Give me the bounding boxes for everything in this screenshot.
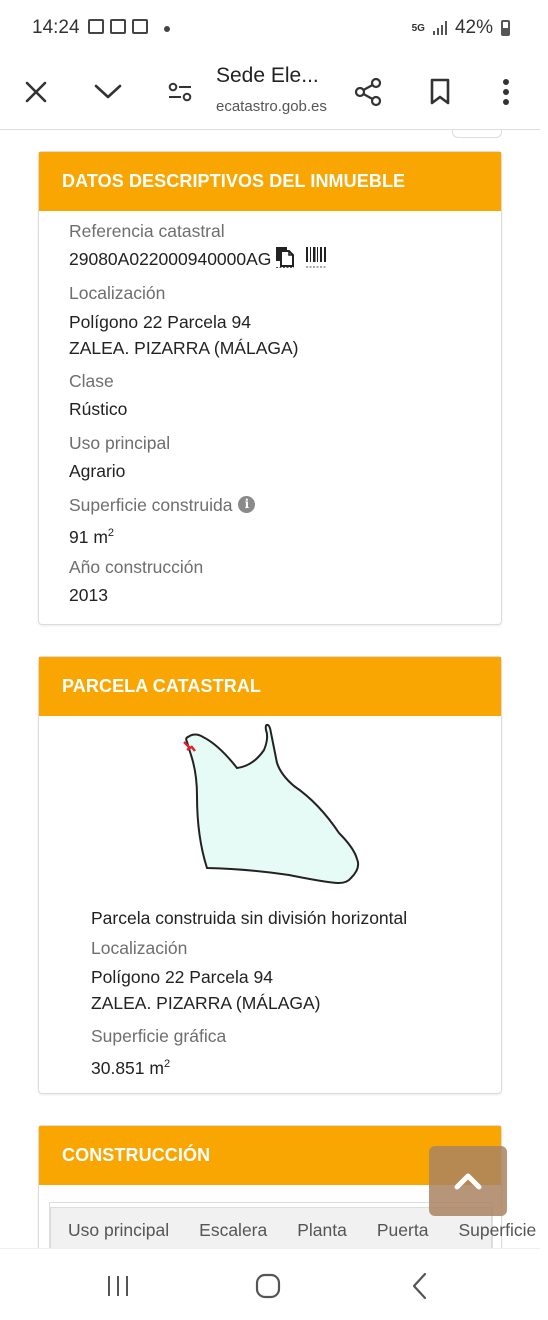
close-icon [24, 80, 48, 104]
localizacion-label: Localización [69, 283, 166, 303]
alert-icon [132, 19, 148, 34]
parcela-localizacion-line1: Polígono 22 Parcela 94 [91, 967, 273, 987]
parcela-tipo: Parcela construida sin división horizontal [91, 908, 408, 928]
back-button[interactable] [400, 1271, 440, 1301]
barcode-icon [305, 246, 327, 268]
parcel-map[interactable] [179, 723, 369, 893]
datos-descriptivos-card [38, 151, 502, 625]
column-header: Puerta [376, 1219, 429, 1240]
card-header: CONSTRUCCIÓN [39, 1126, 501, 1185]
tune-icon [167, 80, 193, 104]
superficie-exponent: 2 [107, 527, 115, 539]
superficie-value-row [69, 520, 114, 550]
card-header: PARCELA CATASTRAL [39, 657, 501, 716]
network-type: 5G [411, 22, 425, 34]
share-button[interactable] [348, 72, 388, 112]
back-icon [411, 1272, 429, 1300]
chevron-up-icon [453, 1171, 483, 1191]
recent-apps-icon [106, 1274, 130, 1298]
recent-apps-button[interactable] [98, 1271, 138, 1301]
status-bar [0, 0, 540, 56]
bookmark-button[interactable] [420, 72, 460, 112]
parcela-localizacion-label: Localización [91, 938, 188, 958]
clase-label: Clase [69, 371, 114, 391]
collapse-button[interactable] [88, 72, 128, 112]
localizacion-line1: Polígono 22 Parcela 94 [69, 312, 251, 332]
more-notifications-icon [164, 26, 170, 32]
column-header: Uso principal [68, 1219, 170, 1240]
page-url: ecatastro.gob.es [216, 98, 327, 115]
home-button[interactable] [248, 1271, 288, 1301]
superficie-value: 91 m [69, 526, 108, 547]
column-header: Planta [297, 1219, 347, 1240]
bookmark-icon [429, 78, 451, 106]
referencia-value: 29080A022000940000AG [69, 249, 272, 270]
parcela-superficie-exponent: 2 [163, 1058, 171, 1070]
uso-value: Agrario [69, 461, 126, 481]
barcode-button[interactable] [305, 246, 327, 275]
column-header: Escalera [199, 1219, 268, 1240]
notification-icons [88, 19, 170, 34]
referencia-row [69, 246, 327, 275]
page-title: Sede Ele... [216, 64, 319, 87]
page-element-edge [452, 130, 502, 138]
parcela-localizacion-line2: ZALEA. PIZARRA (MÁLAGA) [91, 993, 321, 1013]
home-icon [255, 1273, 281, 1299]
news-icon [110, 19, 126, 34]
superficie-row [69, 495, 255, 516]
anio-label: Año construcción [69, 557, 204, 577]
chevron-down-icon [93, 82, 123, 102]
share-icon [353, 77, 383, 107]
parcela-catastral-card [38, 656, 502, 1094]
parcela-superficie-label: Superficie gráfica [91, 1026, 227, 1046]
more-options-button[interactable] [486, 72, 526, 112]
localizacion-line2: ZALEA. PIZARRA (MÁLAGA) [69, 338, 299, 358]
clase-value: Rústico [69, 399, 128, 419]
referencia-label: Referencia catastral [69, 221, 225, 241]
copy-button[interactable] [275, 246, 295, 275]
close-button[interactable] [16, 72, 56, 112]
uso-label: Uso principal [69, 433, 171, 453]
signal-icon [433, 21, 447, 35]
status-time: 14:24 [32, 17, 80, 38]
system-nav-bar [0, 1248, 540, 1320]
gallery-icon [88, 19, 104, 34]
battery-percent: 42% [454, 17, 493, 38]
browser-toolbar [0, 56, 540, 130]
status-right [412, 17, 510, 39]
battery-icon [501, 20, 510, 36]
copy-icon [275, 246, 295, 268]
info-icon[interactable]: i [238, 496, 255, 513]
site-settings-button[interactable] [160, 72, 200, 112]
card-header: DATOS DESCRIPTIVOS DEL INMUEBLE [39, 152, 501, 211]
column-header: Superficie [458, 1219, 537, 1240]
scroll-to-top-button[interactable] [429, 1146, 507, 1216]
parcela-superficie-value: 30.851 m [91, 1057, 164, 1078]
table-header [50, 1207, 537, 1253]
parcela-superficie-row [91, 1051, 170, 1081]
superficie-label: Superficie construida [69, 495, 233, 515]
anio-value: 2013 [69, 585, 108, 605]
more-vert-icon [502, 78, 510, 106]
parcel-shape [186, 725, 358, 883]
